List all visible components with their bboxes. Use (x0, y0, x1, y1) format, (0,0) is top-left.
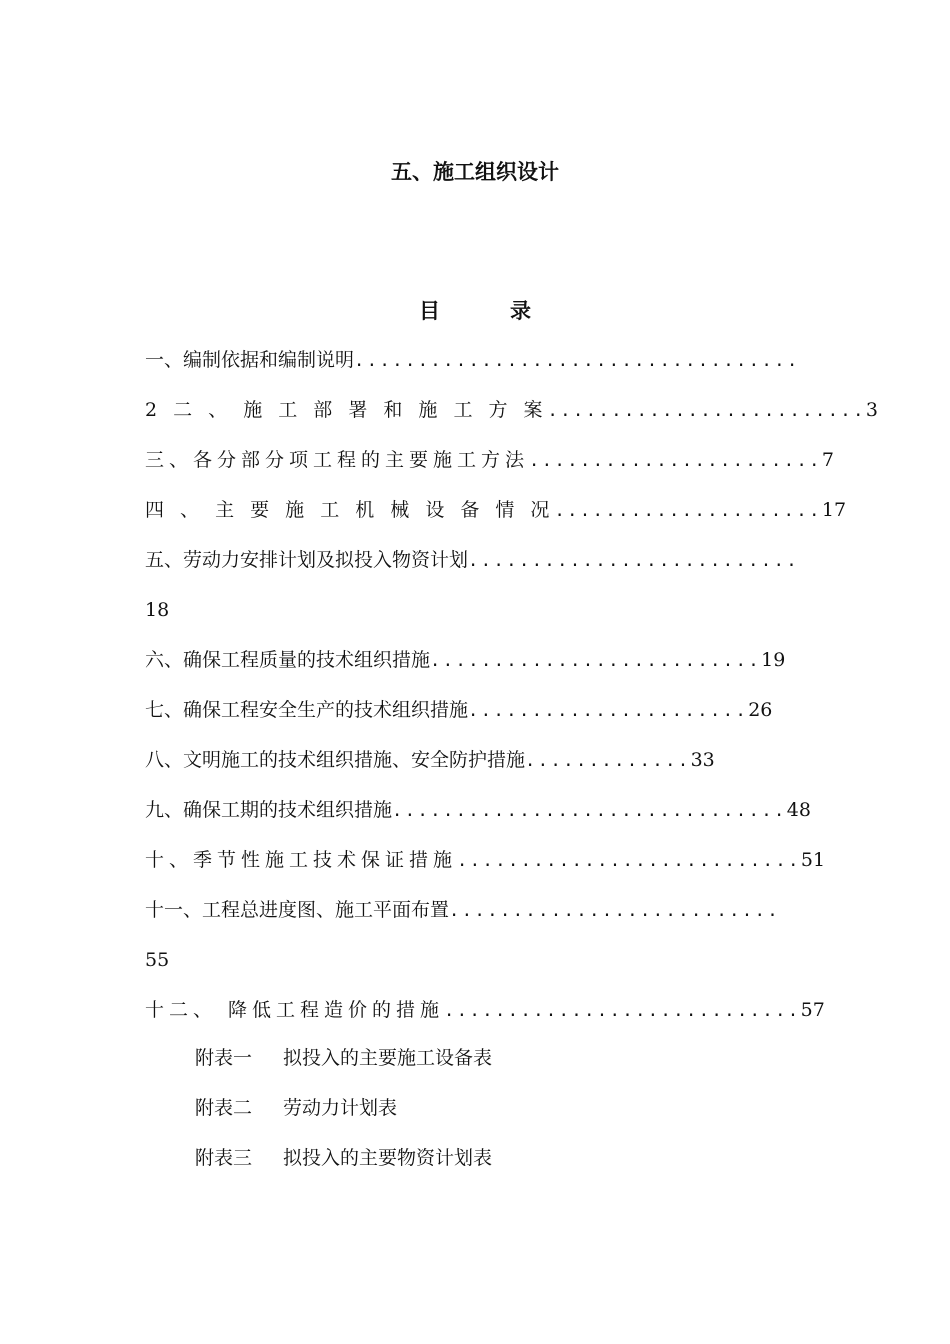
toc-entry-page: 33 (690, 749, 715, 771)
toc-entry-page: 48 (786, 799, 811, 821)
toc-entry-dots: ............. (525, 751, 691, 771)
toc-heading-right: 录 (510, 299, 531, 323)
toc-entry-text: 十、季节性施工技术保证措施 (145, 849, 458, 871)
toc-entry-3 (145, 445, 839, 475)
toc-entry-text: 九、确保工期的技术组织措施 (145, 799, 393, 821)
toc-entry-dots: ............................ (444, 1001, 801, 1021)
toc-entry-page: 19 (761, 649, 786, 671)
toc-entry-page: 7 (821, 449, 840, 471)
toc-entry-text: 一、编制依据和编制说明 (145, 349, 355, 371)
toc-entry-9 (145, 795, 811, 825)
appendix-label: 附表一 (195, 1047, 253, 1069)
toc-entry-dots: ......................... (547, 401, 866, 421)
toc-entry-page: 57 (800, 999, 825, 1021)
appendix-2 (195, 1093, 397, 1123)
toc-entry-4 (145, 495, 846, 525)
toc-entry-text: 18 (145, 599, 170, 621)
toc-entry-dots: ........................... (457, 851, 801, 871)
appendix-title: 拟投入的主要物资计划表 (283, 1147, 493, 1169)
toc-entry-5 (145, 545, 799, 575)
toc-entry-text: 三、各分部分项工程的主要施工方法 (145, 449, 530, 471)
toc-entry-page: 17 (821, 499, 847, 521)
appendix-title: 拟投入的主要施工设备表 (283, 1047, 493, 1069)
toc-entry-text: 六、确保工程质量的技术组织措施 (145, 649, 431, 671)
toc-entry-8 (145, 745, 715, 775)
toc-entry-5-page (145, 595, 169, 625)
toc-heading (0, 295, 950, 327)
toc-entry-text: 十一、工程总进度图、施工平面布置 (145, 899, 450, 921)
toc-entry-text: 七、确保工程安全生产的技术组织措施 (145, 699, 469, 721)
toc-entry-page: 51 (800, 849, 826, 871)
toc-entry-text: 55 (145, 949, 170, 971)
toc-entry-12 (145, 995, 825, 1025)
appendix-label: 附表三 (195, 1147, 253, 1169)
toc-entry-7 (145, 695, 772, 725)
toc-heading-left: 目 (419, 299, 440, 323)
toc-entry-text: 四 、 主 要 施 工 机 械 设 备 情 况 (145, 499, 555, 521)
toc-entry-text: 八、文明施工的技术组织措施、安全防护措施 (145, 749, 526, 771)
toc-entry-page: 26 (748, 699, 773, 721)
document-title: 五、施工组织设计 (391, 160, 559, 184)
toc-entry-2 (145, 395, 883, 425)
toc-entry-6 (145, 645, 785, 675)
toc-entry-1 (145, 345, 800, 375)
toc-entry-text: 五、劳动力安排计划及拟投入物资计划 (145, 549, 469, 571)
toc-entry-dots: ................................... (354, 351, 800, 371)
appendix-3 (195, 1143, 492, 1173)
toc-entry-page: 3 (865, 399, 883, 421)
toc-entry-11 (145, 895, 780, 925)
toc-entry-dots: ...................... (468, 701, 749, 721)
toc-entry-11-page (145, 945, 169, 975)
appendix-1 (195, 1043, 492, 1073)
appendix-title: 劳动力计划表 (283, 1097, 398, 1119)
toc-entry-text: 十二、 降低工程造价的措施 (145, 999, 445, 1021)
appendix-label: 附表二 (195, 1097, 253, 1119)
toc-entry-dots: .......................... (430, 651, 762, 671)
toc-entry-text: 2 二 、 施 工 部 署 和 施 工 方 案 (145, 399, 548, 421)
toc-entry-dots: ..................... (554, 501, 822, 521)
toc-entry-dots: .......................... (449, 901, 781, 921)
toc-entry-dots: .......................... (468, 551, 800, 571)
toc-entry-dots: ....................... (529, 451, 822, 471)
toc-entry-dots: ............................... (392, 801, 787, 821)
toc-entry-10 (145, 845, 825, 875)
